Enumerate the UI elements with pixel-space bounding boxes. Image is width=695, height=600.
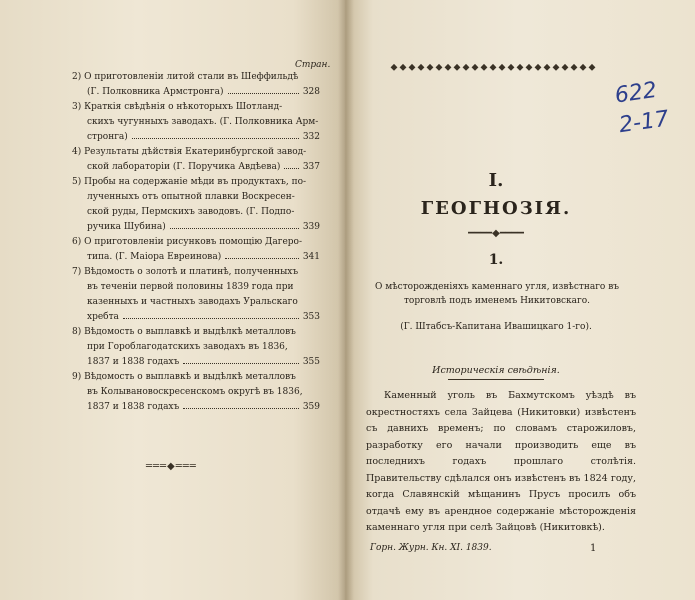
- toc-entry-line: [72, 115, 320, 130]
- toc-entry-text: 2) О приготовленіи литой стали въ Шеффильдѣ: [72, 72, 299, 82]
- toc-entry-line: [72, 175, 320, 190]
- toc-entry-text: казенныхъ и частныхъ заводахъ Уральскаго: [87, 297, 298, 307]
- article-author: (Г. Штабсъ-Капитана Ивашицкаго 1-го).: [400, 322, 592, 332]
- toc-entry-text: лученныхъ отъ опытной плавки Воскресен-: [87, 192, 295, 202]
- article-title: О мѣсторожденіяхъ каменнаго угля, извѣстнаго въ торговлѣ подъ именемъ Никитовскаго.: [374, 282, 620, 306]
- handwritten-catalog-mark: [613, 75, 671, 141]
- toc-entry-line: [72, 145, 320, 160]
- toc-entry-line: [72, 265, 320, 280]
- toc-entry: [72, 325, 320, 370]
- toc-entry-line: [72, 370, 320, 385]
- toc-entry: [72, 235, 320, 265]
- toc-entry-text: въ теченіи первой половины 1839 года при: [87, 282, 294, 292]
- toc-entry-line: [72, 355, 320, 370]
- page-number: 1: [590, 543, 597, 554]
- toc-entry-text: въ Колывановоскресенскомъ округѣ въ 1836,: [87, 387, 303, 397]
- toc-entry-text: 7) Вѣдомость о золотѣ и платинѣ, полученныхъ: [72, 267, 299, 277]
- toc-entry-text: 1837 и 1838 годахъ: [87, 357, 180, 367]
- catalog-mark-line: 2-17: [617, 106, 671, 139]
- toc-page-number: 339: [302, 222, 320, 232]
- subheading: Историческія свѣдѣнія.: [432, 365, 560, 376]
- toc-entry: [72, 70, 320, 100]
- catalog-mark-text: [613, 75, 671, 141]
- toc-entry: [72, 370, 320, 415]
- toc-entry-line: [72, 205, 320, 220]
- toc-entry-text: (Г. Полковника Армстронга): [87, 87, 224, 97]
- toc-entry-text: при Гороблагодатскихъ заводахъ въ 1836,: [87, 342, 288, 352]
- toc-entry-line: [72, 130, 320, 145]
- toc-entry-line: [72, 70, 320, 85]
- toc-entry-line: [72, 160, 320, 175]
- toc-leader-dots: [183, 363, 299, 364]
- section-rule-ornament: ━━━━◆━━━━: [468, 228, 524, 239]
- toc-entry-line: [72, 295, 320, 310]
- table-of-contents: [72, 70, 320, 415]
- toc-entry-line: [72, 400, 320, 415]
- toc-page-number: 332: [302, 132, 320, 142]
- toc-page-number: 355: [302, 357, 320, 367]
- toc-entry-line: [72, 280, 320, 295]
- toc-entry-line: [72, 310, 320, 325]
- toc-entry-text: типа. (Г. Маіора Евреинова): [87, 252, 222, 262]
- toc-leader-dots: [183, 408, 299, 409]
- toc-leader-dots: [225, 258, 299, 259]
- toc-entry: [72, 100, 320, 145]
- toc-entry: [72, 175, 320, 235]
- toc-page-column-header: Стран.: [295, 60, 331, 70]
- section-title: ГЕОГНОЗІЯ.: [420, 198, 572, 219]
- toc-entry-line: [72, 235, 320, 250]
- toc-entry-line: [72, 220, 320, 235]
- catalog-mark-line: 622: [613, 77, 659, 109]
- top-ornament: ⬥⬥⬥⬥⬥⬥⬥⬥⬥⬥⬥⬥⬥⬥⬥⬥⬥⬥⬥⬥⬥⬥⬥: [390, 62, 598, 73]
- toc-page-number: 328: [302, 87, 320, 97]
- toc-entry-line: [72, 190, 320, 205]
- toc-entry-line: [72, 325, 320, 340]
- toc-entry: [72, 265, 320, 325]
- toc-page-number: 359: [302, 402, 320, 412]
- toc-entry-text: 9) Вѣдомость о выплавкѣ и выдѣлкѣ металловъ: [72, 372, 296, 382]
- section-number: I.: [488, 170, 504, 191]
- toc-entry-line: [72, 340, 320, 355]
- toc-leader-dots: [123, 318, 299, 319]
- toc-entry-text: 5) Пробы на содержаніе мѣди въ продуктахъ, по-: [72, 177, 307, 187]
- body-paragraph: Каменный уголь въ Бахмутскомъ уѣздѣ въ окрестностяхъ села Зайцева (Никитовки) извѣстенъ съ давнихъ временъ; по словамъ старожиловъ, разработку его начали производить еще въ последнихъ годахъ прошлаго столѣтія. Правительству сдѣлался онъ извѣстенъ въ 1824 году, когда Славянскій мѣщанинъ Прусъ просилъ объ отдачѣ ему въ арендное содержаніе мѣсторожденія каменнаго угля при селѣ Зайцовѣ (Никитовкѣ).: [366, 390, 636, 533]
- toc-entry-text: 1837 и 1838 годахъ: [87, 402, 180, 412]
- toc-page-number: 341: [302, 252, 320, 262]
- toc-leader-dots: [132, 138, 299, 139]
- article-number: 1.: [488, 252, 504, 268]
- toc-entry-text: ской лабораторіи (Г. Поручика Авдѣева): [87, 162, 281, 172]
- toc-entry-text: 4) Результаты дѣйствія Екатеринбургской завод-: [72, 147, 307, 157]
- toc-entry-line: [72, 250, 320, 265]
- toc-entry-text: ручика Шубина): [87, 222, 166, 232]
- toc-entry-text: стронга): [87, 132, 128, 142]
- toc-leader-dots: [228, 93, 299, 94]
- toc-entry-text: 6) О приготовленіи рисунковъ помощію Дагеро-: [72, 237, 302, 247]
- toc-entry-text: 8) Вѣдомость о выплавкѣ и выдѣлкѣ металловъ: [72, 327, 296, 337]
- toc-leader-dots: [284, 168, 298, 169]
- toc-page-number: 337: [302, 162, 320, 172]
- subheading-rule: [448, 379, 544, 380]
- toc-entry-line: [72, 100, 320, 115]
- toc-entry-text: 3) Краткія свѣдѣнія о нѣкоторыхъ Шотланд-: [72, 102, 283, 112]
- book-gutter: [338, 0, 354, 600]
- toc-leader-dots: [170, 228, 299, 229]
- toc-page-number: 353: [302, 312, 320, 322]
- journal-footer: Горн. Журн. Кн. XI. 1839.: [370, 543, 492, 553]
- toc-entry-line: [72, 385, 320, 400]
- toc-entry-line: [72, 85, 320, 100]
- toc-entry-text: ской руды, Пермскихъ заводовъ. (Г. Подпо-: [87, 207, 295, 217]
- toc-entry-text: скихъ чугунныхъ заводахъ. (Г. Полковника Арм-: [87, 117, 319, 127]
- left-page-ornament: ═══◆═══: [146, 461, 197, 472]
- toc-entry: [72, 145, 320, 175]
- toc-entry-text: хребта: [87, 312, 119, 322]
